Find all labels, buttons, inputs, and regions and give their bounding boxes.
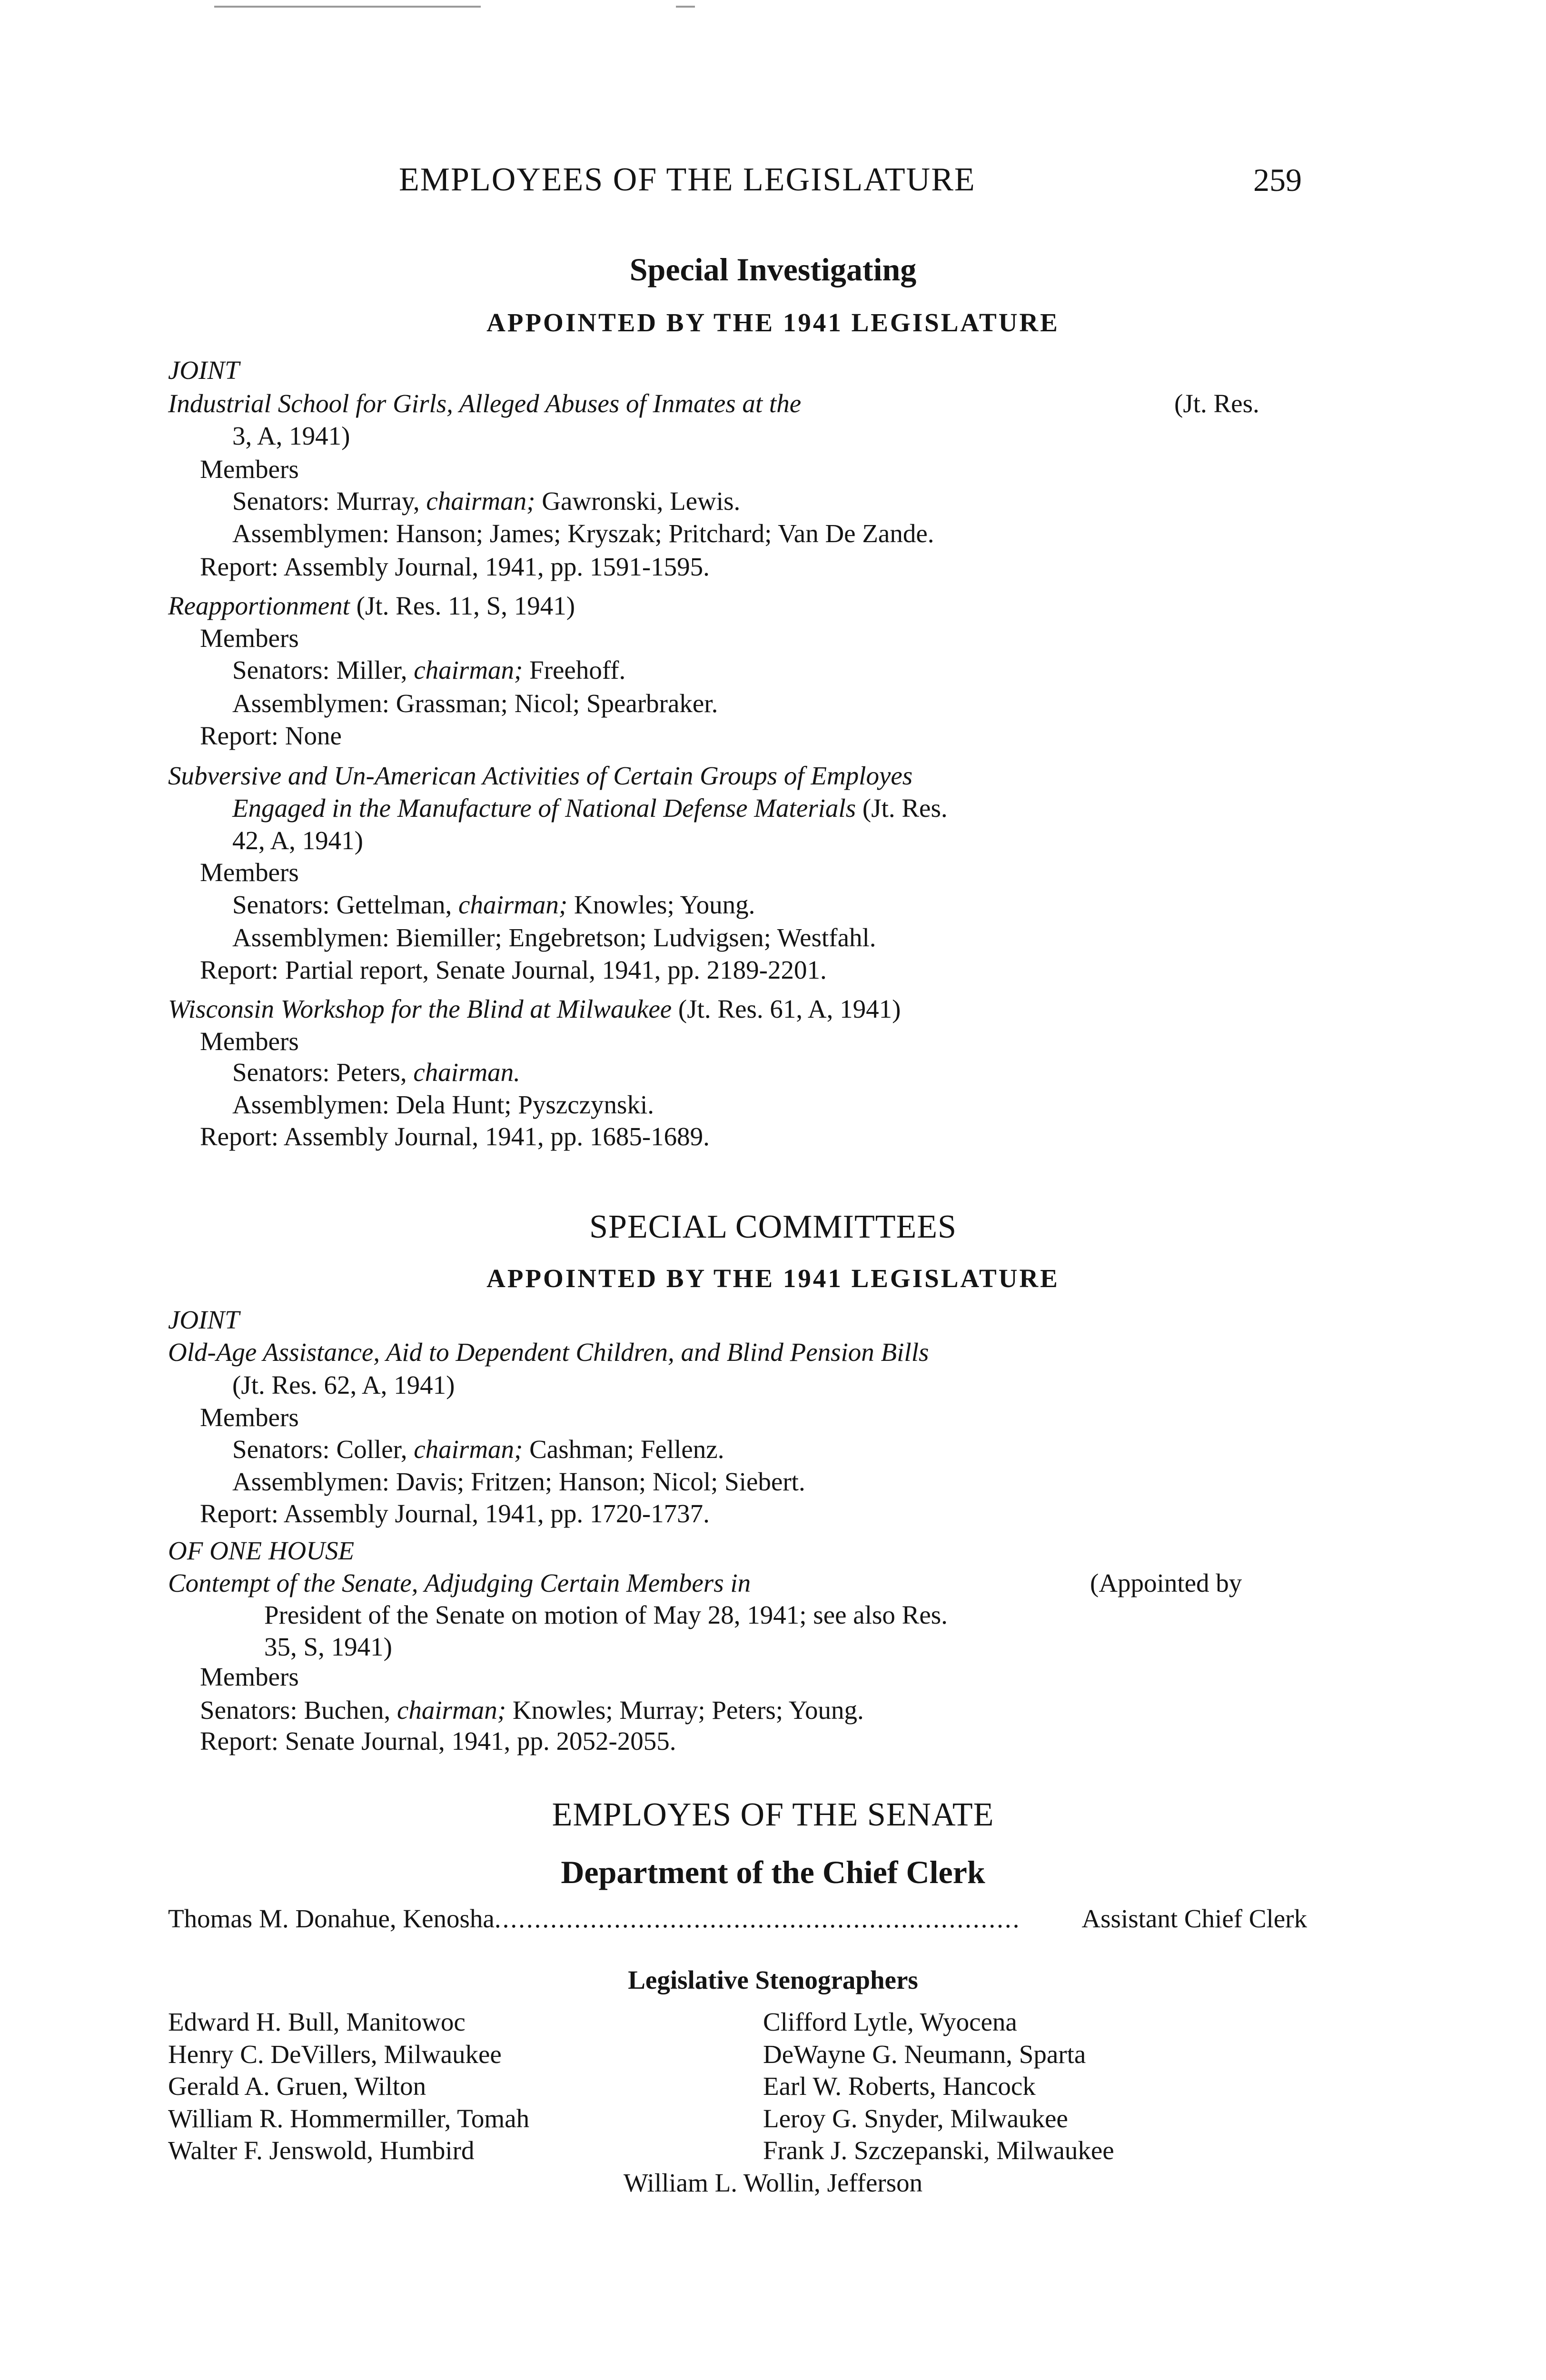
list-item: Leroy G. Snyder, Milwaukee (763, 2104, 1068, 2133)
senators-line: Senators: Buchen, chairman; Knowles; Murray; Peters; Young. (200, 1696, 864, 1725)
scan-artifact (214, 6, 481, 8)
report-line: Report: Assembly Journal, 1941, pp. 1720-1737. (200, 1499, 710, 1528)
committee-name: Reapportionment (Jt. Res. 11, S, 1941) (168, 591, 575, 620)
committee-reference-cont: 3, A, 1941) (232, 421, 350, 450)
senators-line: Senators: Murray, chairman; Gawronski, Lewis. (232, 486, 741, 516)
assemblymen-line: Assemblymen: Davis; Fritzen; Hanson; Nicol; Siebert. (232, 1467, 805, 1496)
committee-reference: (Appointed by (1090, 1568, 1242, 1597)
committee-reference-cont: 35, S, 1941) (264, 1632, 392, 1661)
committee-name: Contempt of the Senate, Adjudging Certain Members in (168, 1568, 751, 1597)
committee-name-cont: Engaged in the Manufacture of National Defense Materials (Jt. Res. (232, 793, 948, 823)
members-label: Members (200, 1662, 299, 1691)
members-label: Members (200, 858, 299, 887)
report-line: Report: Senate Journal, 1941, pp. 2052-2055. (200, 1726, 676, 1755)
list-item: Clifford Lytle, Wyocena (763, 2007, 1017, 2036)
list-item: Gerald A. Gruen, Wilton (168, 2072, 426, 2101)
senators-line: Senators: Miller, chairman; Freehoff. (232, 655, 626, 684)
committee-name: Old-Age Assistance, Aid to Dependent Children, and Blind Pension Bills (168, 1338, 929, 1367)
page-number: 259 (1253, 162, 1302, 198)
scan-artifact (676, 6, 695, 8)
senators-line: Senators: Coller, chairman; Cashman; Fellenz. (232, 1435, 724, 1464)
members-label: Members (200, 455, 299, 484)
list-item: Frank J. Szczepanski, Milwaukee (763, 2136, 1114, 2165)
members-label: Members (200, 1027, 299, 1056)
section-title: EMPLOYES OF THE SENATE (552, 1796, 994, 1833)
department-title: Department of the Chief Clerk (561, 1854, 985, 1890)
report-line: Report: Assembly Journal, 1941, pp. 1591-1595. (200, 552, 710, 581)
assemblymen-line: Assemblymen: Biemiller; Engebretson; Ludvigsen; Westfahl. (232, 923, 876, 952)
assemblymen-line: Assemblymen: Dela Hunt; Pyszczynski. (232, 1090, 654, 1119)
senators-line: Senators: Gettelman, chairman; Knowles; Young. (232, 890, 755, 919)
report-line: Report: Assembly Journal, 1941, pp. 1685-1689. (200, 1122, 710, 1151)
list-item: DeWayne G. Neumann, Sparta (763, 2040, 1086, 2069)
senators-line: Senators: Peters, chairman. (232, 1058, 520, 1087)
section-subtitle: APPOINTED BY THE 1941 LEGISLATURE (486, 308, 1060, 337)
committee-reference-cont: 42, A, 1941) (232, 826, 363, 855)
committee-reference: (Jt. Res. 62, A, 1941) (232, 1370, 455, 1399)
list-item: Henry C. DeVillers, Milwaukee (168, 2040, 502, 2069)
section-title: SPECIAL COMMITTEES (589, 1209, 957, 1245)
committee-reference-cont: President of the Senate on motion of May 28, 1941; see also Res. (264, 1600, 948, 1629)
chief-clerk-row (168, 1903, 1307, 1934)
committee-name: Subversive and Un-American Activities of Certain Groups of Employes (168, 761, 913, 790)
assemblymen-line: Assemblymen: Hanson; James; Kryszak; Pritchard; Van De Zande. (232, 519, 934, 548)
list-item: William L. Wollin, Jefferson (623, 2168, 923, 2197)
list-item: Earl W. Roberts, Hancock (763, 2072, 1036, 2101)
list-item: William R. Hommermiller, Tomah (168, 2104, 530, 2133)
committee-name: Industrial School for Girls, Alleged Abuses of Inmates at the (168, 389, 802, 418)
subsection-heading: Legislative Stenographers (628, 1965, 918, 1994)
report-line: Report: None (200, 721, 342, 750)
group-label: JOINT (168, 356, 239, 385)
running-title: EMPLOYEES OF THE LEGISLATURE (399, 161, 976, 198)
committee-name: Wisconsin Workshop for the Blind at Milwaukee (Jt. Res. 61, A, 1941) (168, 994, 901, 1023)
employee-title: Assistant Chief Clerk (1081, 1904, 1307, 1933)
assemblymen-line: Assemblymen: Grassman; Nicol; Spearbraker. (232, 689, 718, 718)
members-label: Members (200, 624, 299, 653)
employee-name: Thomas M. Donahue, Kenosha (168, 1904, 495, 1933)
group-label: OF ONE HOUSE (168, 1536, 355, 1565)
section-subtitle: APPOINTED BY THE 1941 LEGISLATURE (486, 1264, 1060, 1293)
committee-reference: (Jt. Res. (1174, 389, 1259, 418)
report-line: Report: Partial report, Senate Journal, 1941, pp. 2189-2201. (200, 955, 827, 984)
list-item: Edward H. Bull, Manitowoc (168, 2007, 466, 2036)
members-label: Members (200, 1403, 299, 1432)
list-item: Walter F. Jenswold, Humbird (168, 2136, 475, 2165)
leader-dots: .................................................................. (494, 1904, 1021, 1933)
group-label: JOINT (168, 1305, 239, 1334)
section-title: Special Investigating (629, 251, 917, 288)
